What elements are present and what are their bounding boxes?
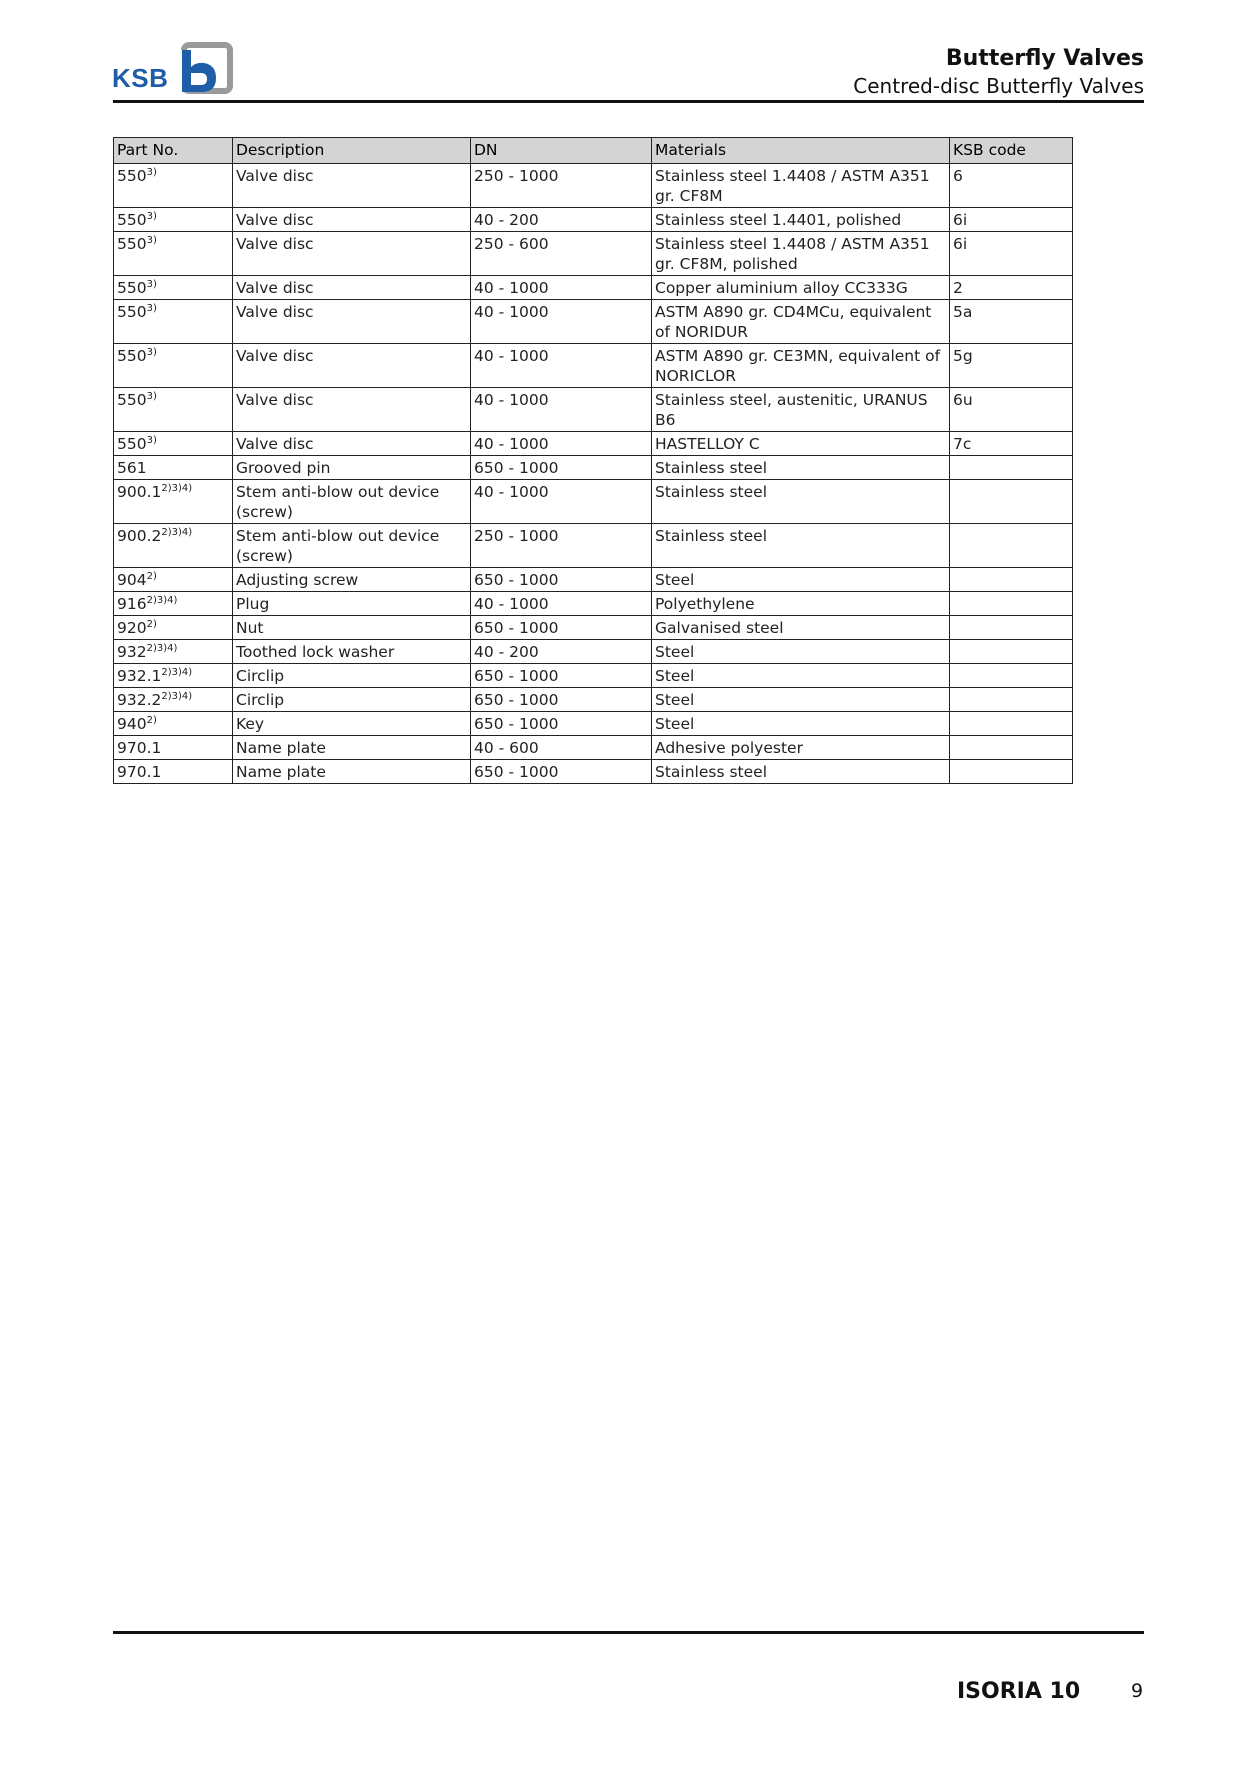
ksb-code-cell: 6 — [950, 164, 1073, 208]
page-number: 9 — [1131, 1680, 1144, 1702]
material-cell: ASTM A890 gr. CE3MN, equivalent of NORICLOR — [652, 344, 950, 388]
part-number: 932.2 — [117, 691, 162, 709]
part-number-cell — [114, 208, 233, 232]
table-row — [114, 232, 1073, 276]
material-cell: ASTM A890 gr. CD4MCu, equivalent of NORIDUR — [652, 300, 950, 344]
description-cell: Grooved pin — [233, 456, 471, 480]
part-number: 550 — [117, 235, 147, 253]
description-cell: Valve disc — [233, 300, 471, 344]
part-number: 900.2 — [117, 527, 162, 545]
table-row — [114, 592, 1073, 616]
description-cell: Plug — [233, 592, 471, 616]
ksb-code-cell: 6i — [950, 232, 1073, 276]
part-number: 561 — [117, 459, 147, 477]
ksb-code-cell — [950, 664, 1073, 688]
ksb-code-cell — [950, 712, 1073, 736]
part-number-cell — [114, 388, 233, 432]
part-number-cell — [114, 712, 233, 736]
footnote-marker: 2) — [146, 715, 157, 726]
ksb-code-cell — [950, 524, 1073, 568]
part-number: 550 — [117, 435, 147, 453]
part-number-cell — [114, 640, 233, 664]
material-cell: Stainless steel 1.4401, polished — [652, 208, 950, 232]
footer-divider — [113, 1631, 1144, 1634]
dn-cell: 650 - 1000 — [471, 568, 652, 592]
material-cell: Steel — [652, 640, 950, 664]
document-subtitle: Centred-disc Butterfly Valves — [853, 74, 1144, 98]
footnote-marker: 2)3)4) — [146, 595, 178, 606]
part-number-cell — [114, 664, 233, 688]
table-row — [114, 664, 1073, 688]
part-number-cell — [114, 688, 233, 712]
material-cell: HASTELLOY C — [652, 432, 950, 456]
table-row — [114, 388, 1073, 432]
description-cell: Valve disc — [233, 232, 471, 276]
ksb-code-cell: 5a — [950, 300, 1073, 344]
ksb-code-cell: 2 — [950, 276, 1073, 300]
logo-text: KSB — [112, 63, 169, 93]
dn-cell: 650 - 1000 — [471, 712, 652, 736]
dn-cell: 40 - 1000 — [471, 344, 652, 388]
part-number: 900.1 — [117, 483, 162, 501]
part-number-cell — [114, 480, 233, 524]
dn-cell: 40 - 1000 — [471, 388, 652, 432]
table-row — [114, 456, 1073, 480]
description-cell: Valve disc — [233, 344, 471, 388]
footnote-marker: 2)3)4) — [161, 483, 193, 494]
dn-cell: 40 - 200 — [471, 208, 652, 232]
material-cell: Steel — [652, 712, 950, 736]
part-number: 550 — [117, 279, 147, 297]
dn-cell: 40 - 1000 — [471, 592, 652, 616]
material-cell: Stainless steel — [652, 480, 950, 524]
description-cell: Toothed lock washer — [233, 640, 471, 664]
material-cell: Steel — [652, 568, 950, 592]
dn-cell: 40 - 1000 — [471, 480, 652, 524]
ksb-code-cell — [950, 480, 1073, 524]
part-number: 550 — [117, 347, 147, 365]
table-row — [114, 712, 1073, 736]
material-cell: Steel — [652, 688, 950, 712]
ksb-b-emblem-icon — [174, 42, 234, 96]
ksb-code-cell — [950, 592, 1073, 616]
dn-cell: 40 - 1000 — [471, 432, 652, 456]
material-cell: Steel — [652, 664, 950, 688]
description-cell: Valve disc — [233, 208, 471, 232]
material-cell: Stainless steel, austenitic, URANUS B6 — [652, 388, 950, 432]
footnote-marker: 2)3)4) — [161, 527, 193, 538]
table-row — [114, 276, 1073, 300]
table-row — [114, 300, 1073, 344]
dn-cell: 250 - 1000 — [471, 164, 652, 208]
header-divider — [113, 100, 1144, 103]
table-row — [114, 524, 1073, 568]
dn-cell: 650 - 1000 — [471, 456, 652, 480]
footnote-marker: 3) — [146, 435, 157, 446]
table-row — [114, 480, 1073, 524]
column-header: Materials — [652, 138, 950, 164]
footnote-marker: 3) — [146, 347, 157, 358]
dn-cell: 40 - 1000 — [471, 276, 652, 300]
part-number: 550 — [117, 167, 147, 185]
ksb-code-cell — [950, 688, 1073, 712]
dn-cell: 40 - 600 — [471, 736, 652, 760]
column-header: Part No. — [114, 138, 233, 164]
dn-cell: 40 - 200 — [471, 640, 652, 664]
footnote-marker: 3) — [146, 279, 157, 290]
description-cell: Valve disc — [233, 276, 471, 300]
dn-cell: 40 - 1000 — [471, 300, 652, 344]
material-cell: Stainless steel — [652, 456, 950, 480]
description-cell: Nut — [233, 616, 471, 640]
table-row — [114, 208, 1073, 232]
footnote-marker: 3) — [146, 235, 157, 246]
part-number: 550 — [117, 391, 147, 409]
material-cell: Stainless steel 1.4408 / ASTM A351 gr. CF8M, polished — [652, 232, 950, 276]
material-cell: Stainless steel 1.4408 / ASTM A351 gr. CF8M — [652, 164, 950, 208]
table-row — [114, 640, 1073, 664]
column-header: Description — [233, 138, 471, 164]
part-number-cell — [114, 432, 233, 456]
material-cell: Adhesive polyester — [652, 736, 950, 760]
footnote-marker: 3) — [146, 303, 157, 314]
footnote-marker: 3) — [146, 391, 157, 402]
part-number: 920 — [117, 619, 147, 637]
dn-cell: 250 - 600 — [471, 232, 652, 276]
ksb-code-cell — [950, 456, 1073, 480]
description-cell: Stem anti-blow out device (screw) — [233, 480, 471, 524]
ksb-code-cell: 6i — [950, 208, 1073, 232]
table-row — [114, 568, 1073, 592]
column-header: DN — [471, 138, 652, 164]
description-cell: Valve disc — [233, 164, 471, 208]
ksb-code-cell — [950, 760, 1073, 784]
part-number: 932 — [117, 643, 147, 661]
part-number-cell — [114, 344, 233, 388]
document-title: Butterfly Valves — [945, 46, 1144, 71]
description-cell: Name plate — [233, 760, 471, 784]
table-row — [114, 616, 1073, 640]
ksb-code-cell: 6u — [950, 388, 1073, 432]
part-number-cell — [114, 568, 233, 592]
table-body — [114, 164, 1073, 784]
description-cell: Stem anti-blow out device (screw) — [233, 524, 471, 568]
part-number-cell — [114, 524, 233, 568]
parts-table — [113, 137, 1073, 784]
description-cell: Adjusting screw — [233, 568, 471, 592]
part-number-cell — [114, 616, 233, 640]
dn-cell: 650 - 1000 — [471, 664, 652, 688]
part-number: 970.1 — [117, 763, 162, 781]
material-cell: Galvanised steel — [652, 616, 950, 640]
part-number: 916 — [117, 595, 147, 613]
footnote-marker: 2)3)4) — [161, 691, 193, 702]
part-number-cell — [114, 232, 233, 276]
part-number: 904 — [117, 571, 147, 589]
material-cell: Stainless steel — [652, 760, 950, 784]
ksb-code-cell — [950, 568, 1073, 592]
part-number-cell — [114, 276, 233, 300]
dn-cell: 650 - 1000 — [471, 616, 652, 640]
dn-cell: 250 - 1000 — [471, 524, 652, 568]
ksb-code-cell — [950, 640, 1073, 664]
part-number: 550 — [117, 303, 147, 321]
part-number-cell — [114, 164, 233, 208]
description-cell: Valve disc — [233, 432, 471, 456]
table-header-row — [114, 138, 1073, 164]
table-row — [114, 344, 1073, 388]
ksb-code-cell: 5g — [950, 344, 1073, 388]
part-number-cell — [114, 592, 233, 616]
table-row — [114, 760, 1073, 784]
part-number-cell — [114, 456, 233, 480]
ksb-logo — [112, 42, 237, 96]
material-cell: Stainless steel — [652, 524, 950, 568]
material-cell: Copper aluminium alloy CC333G — [652, 276, 950, 300]
column-header: KSB code — [950, 138, 1073, 164]
footnote-marker: 2)3)4) — [161, 667, 193, 678]
footnote-marker: 2) — [146, 571, 157, 582]
product-name: ISORIA 10 — [957, 1679, 1081, 1704]
table-row — [114, 432, 1073, 456]
description-cell: Valve disc — [233, 388, 471, 432]
table-row — [114, 164, 1073, 208]
ksb-code-cell: 7c — [950, 432, 1073, 456]
dn-cell: 650 - 1000 — [471, 688, 652, 712]
table-row — [114, 736, 1073, 760]
part-number: 970.1 — [117, 739, 162, 757]
description-cell: Name plate — [233, 736, 471, 760]
footnote-marker: 3) — [146, 167, 157, 178]
part-number-cell — [114, 736, 233, 760]
ksb-code-cell — [950, 616, 1073, 640]
part-number-cell — [114, 760, 233, 784]
table-row — [114, 688, 1073, 712]
footnote-marker: 3) — [146, 211, 157, 222]
part-number: 940 — [117, 715, 147, 733]
description-cell: Key — [233, 712, 471, 736]
description-cell: Circlip — [233, 664, 471, 688]
footnote-marker: 2) — [146, 619, 157, 630]
part-number: 550 — [117, 211, 147, 229]
material-cell: Polyethylene — [652, 592, 950, 616]
part-number-cell — [114, 300, 233, 344]
description-cell: Circlip — [233, 688, 471, 712]
dn-cell: 650 - 1000 — [471, 760, 652, 784]
ksb-code-cell — [950, 736, 1073, 760]
footnote-marker: 2)3)4) — [146, 643, 178, 654]
part-number: 932.1 — [117, 667, 162, 685]
